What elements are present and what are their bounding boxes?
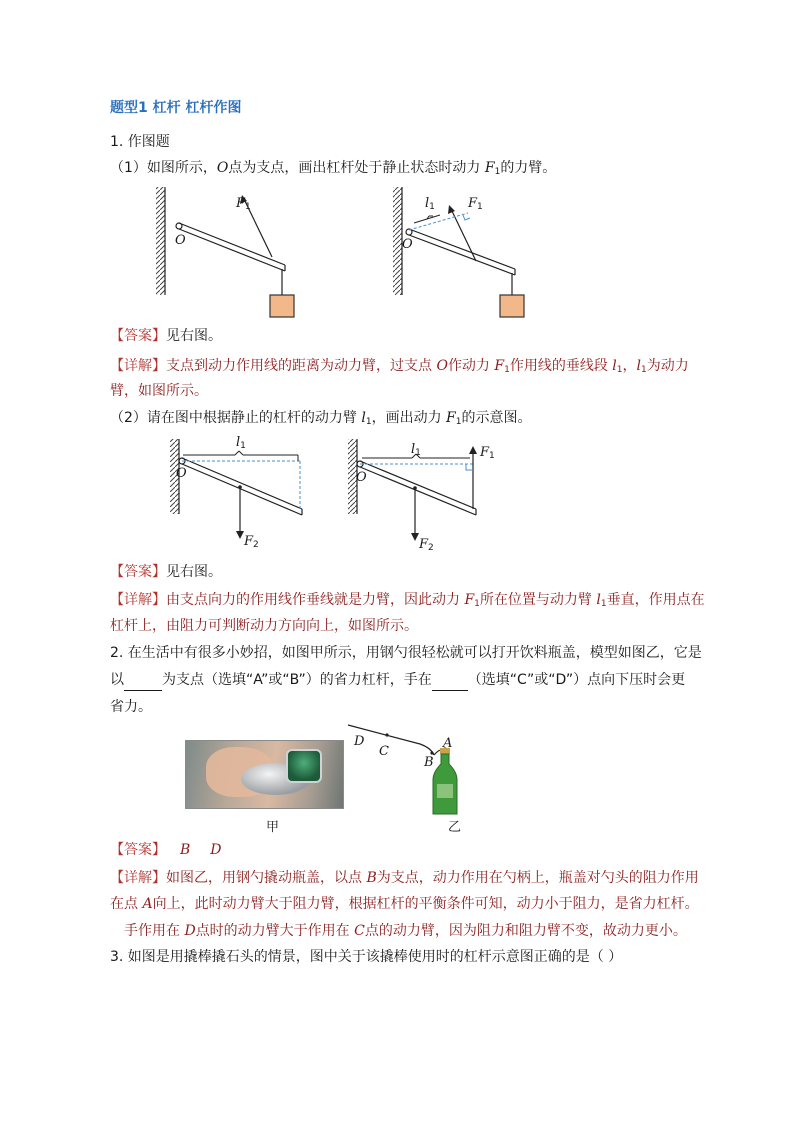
q1-part1-detail-line2: 臂，如图所示。 <box>110 383 208 399</box>
symbol: O <box>436 358 448 374</box>
q2-answer <box>110 840 222 860</box>
section-title: 题型1 杠杆 杠杆作图 <box>110 100 242 116</box>
text: 点时的动力臂大于作用在 <box>195 923 355 939</box>
symbol: F <box>468 196 478 211</box>
lever-left <box>156 187 294 317</box>
symbol: l <box>596 592 601 608</box>
fig1-label-o-right: O <box>402 237 413 252</box>
symbol: F <box>480 445 490 460</box>
text: 如图乙，用钢勺撬动瓶盖，以点 <box>166 870 367 886</box>
text: （1）如图所示， <box>110 160 217 176</box>
text: 由支点向力的作用线作垂线就是力臂，因此动力 <box>166 592 465 608</box>
symbol: l <box>612 358 617 374</box>
symbol: F <box>236 196 246 211</box>
fig-label-jia: 甲 <box>266 820 280 835</box>
lever2-left <box>170 439 302 539</box>
symbol: l <box>361 410 366 426</box>
symbol: A <box>142 896 153 912</box>
q2-detail-line1 <box>110 868 699 888</box>
subscript: 1 <box>641 365 647 375</box>
text: 的力臂。 <box>500 160 557 176</box>
q2-detail-line3 <box>124 921 687 941</box>
detail-tag: 【详解】 <box>110 358 166 374</box>
answer-text: 见右图。 <box>166 564 222 580</box>
fig2-label-o-right: O <box>356 470 367 485</box>
subscript: 1 <box>477 202 483 212</box>
symbol: F <box>244 534 254 549</box>
subscript: 2 <box>428 543 434 553</box>
q2-line2 <box>110 670 685 691</box>
text: 支点到动力作用线的距离为动力臂，过支点 <box>166 358 437 374</box>
subscript: 1 <box>616 365 623 375</box>
fig2-label-l1-right <box>411 442 421 458</box>
symbol: D <box>184 923 196 939</box>
text: ， <box>622 358 637 374</box>
q1-part1-answer <box>110 326 222 346</box>
answer-tag: 【答案】 <box>110 842 166 858</box>
subscript: 1 <box>415 448 421 458</box>
q1-part2-prompt <box>110 408 531 432</box>
q1-title: 1. 作图题 <box>110 134 170 150</box>
symbol: F <box>494 358 505 374</box>
symbol: l <box>636 358 641 374</box>
answer-tag: 【答案】 <box>110 564 166 580</box>
fig2-label-o-left: O <box>176 466 187 481</box>
q3-text: 3. 如图是用撬棒撬石头的情景，图中关于该撬棒使用时的杠杆示意图正确的是（ ） <box>110 949 623 965</box>
text: 以 <box>110 672 124 688</box>
text: 为支点（选填“A”或“B”）的省力杠杆，手在 <box>162 672 432 688</box>
answer-blank-1[interactable] <box>124 670 162 691</box>
text: 作动力 <box>447 358 495 374</box>
text: 向上，此时动力臂大于阻力臂，根据杠杆的平衡条件可知，动力小于阻力，是省力杠杆。 <box>152 896 699 912</box>
subscript: 1 <box>455 417 462 427</box>
symbol: B <box>366 870 377 886</box>
fig1-label-l1 <box>425 196 435 212</box>
q1-part2-answer <box>110 562 222 582</box>
symbol: l <box>411 442 416 457</box>
q2-detail-line2 <box>110 894 699 914</box>
bottle-cap-shape <box>286 749 322 783</box>
text: （选填“C”或“D”）点向下压时会更 <box>467 672 686 688</box>
figure-lever-2 <box>150 437 530 557</box>
text: 点的动力臂，因为阻力和阻力臂不变，故动力更小。 <box>364 923 687 939</box>
fig2-label-f2-left <box>244 534 259 550</box>
subscript: 1 <box>365 417 372 427</box>
answer-tag: 【答案】 <box>110 328 166 344</box>
photo-spoon-opening-bottle <box>185 740 344 809</box>
text: 为动力 <box>646 358 689 374</box>
q2-line3: 省力。 <box>110 699 152 715</box>
text: （2）请在图中根据静止的杠杆的动力臂 <box>110 410 362 426</box>
symbol: F <box>464 592 475 608</box>
answer-text: 见右图。 <box>166 328 222 344</box>
text: 的示意图。 <box>461 410 532 426</box>
detail-tag: 【详解】 <box>110 870 166 886</box>
text: 作用线的垂线段 <box>509 358 613 374</box>
lever-right <box>393 187 524 317</box>
text: 为支点，动力作用在勺柄上，瓶盖对勺头的阻力作用 <box>376 870 699 886</box>
fig1-label-f1-left <box>236 196 251 212</box>
subscript: 1 <box>474 599 480 609</box>
q1-part1-prompt <box>110 158 556 182</box>
subscript: 1 <box>600 599 607 609</box>
fig1-label-o-left: O <box>175 233 186 248</box>
symbol: F <box>419 537 429 552</box>
answer-value-2: D <box>210 842 222 858</box>
text: ，画出动力 <box>371 410 447 426</box>
text: 所在位置与动力臂 <box>479 592 597 608</box>
symbol: l <box>236 435 241 450</box>
diagram-label-b: B <box>424 755 434 770</box>
fig-label-yi: 乙 <box>448 820 462 835</box>
q1-part2-detail-line1 <box>110 590 705 614</box>
diagram-label-c: C <box>379 744 389 759</box>
fig2-label-f2-right <box>419 537 434 553</box>
diagram-label-a: A <box>443 736 453 751</box>
subscript: 1 <box>504 365 510 375</box>
subscript: 2 <box>253 540 259 550</box>
symbol: C <box>354 923 365 939</box>
symbol: F <box>446 410 456 426</box>
subscript: 1 <box>245 202 251 212</box>
subscript: 1 <box>489 451 495 461</box>
answer-blank-2[interactable] <box>432 670 468 691</box>
symbol-f: F <box>484 160 495 176</box>
q2-line1: 2. 在生活中有很多小妙招，如图甲所示，用钢勺很轻松就可以打开饮料瓶盖，模型如图乙，它是 <box>110 645 702 661</box>
bottle-icon <box>433 748 457 814</box>
text: 点为支点，画出杠杆处于静止状态时动力 <box>228 160 485 176</box>
subscript: 1 <box>240 441 246 451</box>
text: 在点 <box>110 896 143 912</box>
text: 手作用在 <box>124 923 185 939</box>
symbol-o: O <box>216 160 229 176</box>
figure-spoon-model <box>345 722 475 817</box>
fig1-label-f1-right <box>468 196 483 212</box>
fig2-label-f1-right <box>480 445 495 461</box>
subscript: 1 <box>429 202 435 212</box>
detail-tag: 【详解】 <box>110 592 166 608</box>
fig2-label-l1-left <box>236 435 246 451</box>
answer-value-1: B <box>180 842 191 858</box>
subscript: 1 <box>494 167 501 177</box>
text: 垂直，作用点在 <box>606 592 705 608</box>
diagram-label-d: D <box>354 734 365 749</box>
q1-part1-detail-line1 <box>110 356 689 380</box>
q1-part2-detail-line2: 杠杆上，由阻力可判断动力方向向上，如图所示。 <box>110 618 418 634</box>
symbol: l <box>425 196 430 211</box>
